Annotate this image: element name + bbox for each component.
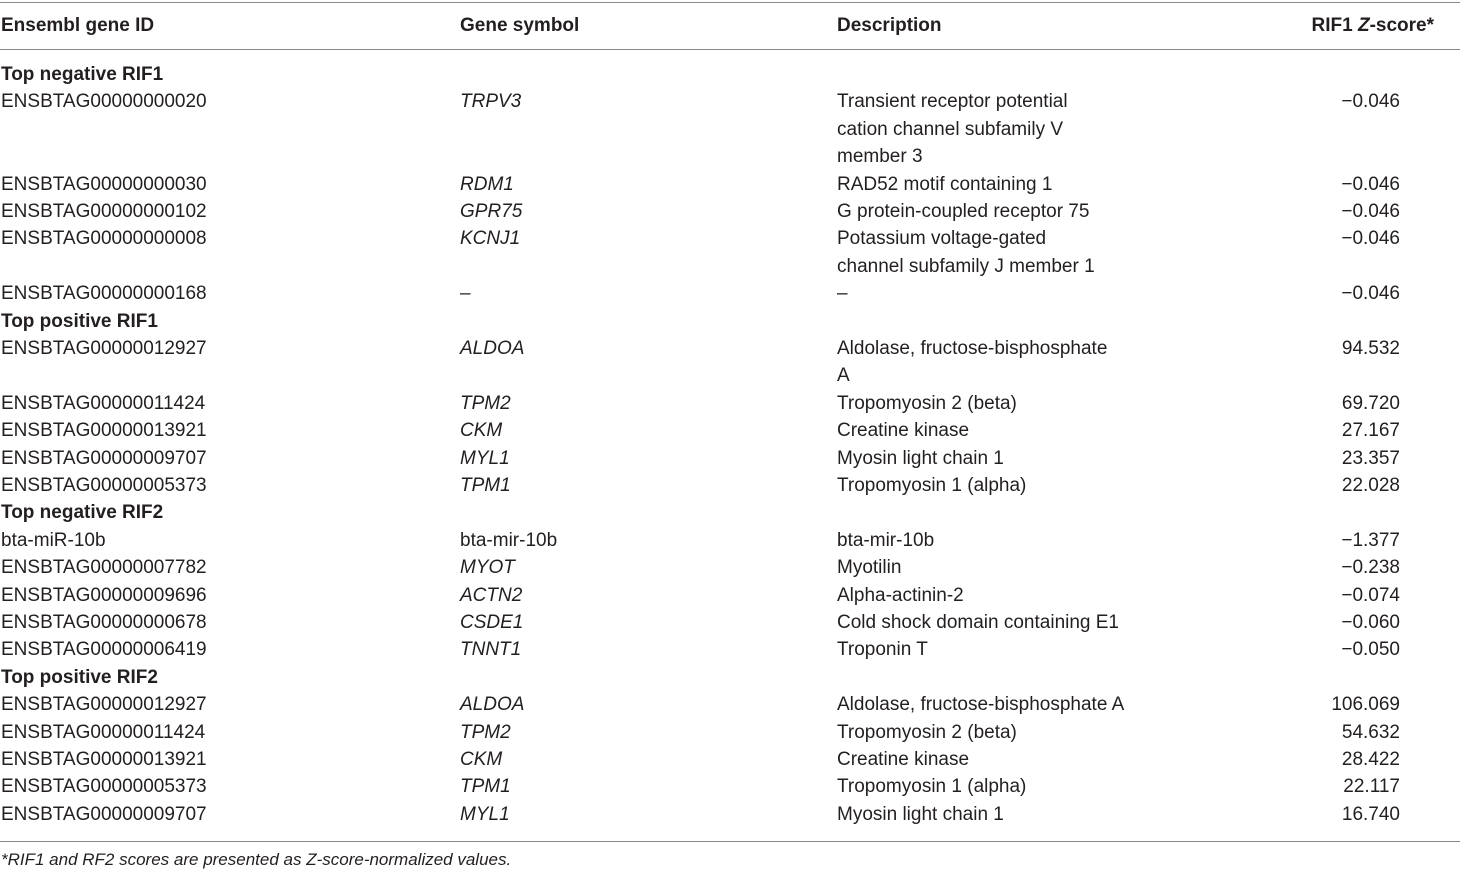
section-title: Top negative RIF2 bbox=[1, 502, 164, 524]
z-score: −1.377 bbox=[1341, 529, 1400, 551]
ensembl-gene-id: ENSBTAG00000009707 bbox=[1, 803, 207, 825]
gene-symbol: ALDOA bbox=[460, 694, 525, 716]
z-score: −0.046 bbox=[1341, 228, 1400, 250]
ensembl-gene-id: ENSBTAG00000000168 bbox=[1, 283, 207, 305]
table-bottom-rule bbox=[0, 841, 1460, 842]
description-line: Aldolase, fructose-bisphosphate A bbox=[837, 694, 1125, 716]
z-score: 22.117 bbox=[1343, 776, 1400, 798]
header-ensembl-gene-id: Ensembl gene ID bbox=[1, 15, 155, 36]
gene-symbol: TPM2 bbox=[460, 392, 511, 414]
z-score: 106.069 bbox=[1331, 694, 1400, 716]
gene-symbol: – bbox=[460, 283, 471, 305]
description-line: Potassium voltage-gated bbox=[837, 228, 1047, 250]
description-line: Troponin T bbox=[837, 639, 928, 661]
gene-symbol: RDM1 bbox=[460, 173, 514, 195]
z-score: −0.046 bbox=[1341, 91, 1400, 113]
gene-symbol: TPM2 bbox=[460, 721, 511, 743]
ensembl-gene-id: ENSBTAG00000005373 bbox=[1, 475, 207, 496]
header-rif1-z-score bbox=[1250, 12, 1434, 39]
z-score: 28.422 bbox=[1341, 749, 1400, 770]
description-line: Aldolase, fructose-bisphosphate bbox=[837, 338, 1108, 359]
description-line: Myotilin bbox=[837, 557, 902, 579]
ensembl-gene-id: ENSBTAG00000000020 bbox=[1, 91, 207, 113]
description-line: RAD52 motif containing 1 bbox=[837, 173, 1053, 195]
gene-symbol: ACTN2 bbox=[460, 584, 523, 606]
description-line: Tropomyosin 2 (beta) bbox=[837, 721, 1017, 743]
gene-symbol: CKM bbox=[460, 749, 503, 770]
gene-symbol: MYL1 bbox=[460, 447, 510, 469]
gene-symbol: MYL1 bbox=[460, 803, 510, 825]
description-line: member 3 bbox=[837, 146, 923, 168]
description-line: Alpha-actinin-2 bbox=[837, 584, 964, 606]
description-line: cation channel subfamily V bbox=[837, 118, 1064, 140]
gene-symbol: CKM bbox=[460, 420, 503, 442]
z-score: 27.167 bbox=[1341, 420, 1400, 442]
z-score: −0.074 bbox=[1341, 584, 1400, 606]
z-score: −0.046 bbox=[1341, 201, 1400, 222]
header-score-z: Z bbox=[1357, 15, 1370, 36]
ensembl-gene-id: ENSBTAG00000012927 bbox=[1, 694, 207, 716]
description-line: A bbox=[837, 365, 850, 387]
ensembl-gene-id: bta-miR-10b bbox=[1, 529, 106, 551]
z-score: 94.532 bbox=[1341, 338, 1400, 359]
description-line: Transient receptor potential bbox=[837, 91, 1068, 113]
z-score: −0.046 bbox=[1341, 283, 1400, 305]
z-score: −0.046 bbox=[1341, 173, 1400, 195]
description-line: Creatine kinase bbox=[837, 420, 970, 442]
gene-symbol: ALDOA bbox=[460, 338, 525, 359]
gene-symbol: KCNJ1 bbox=[460, 228, 521, 250]
ensembl-gene-id: ENSBTAG00000012927 bbox=[1, 338, 207, 359]
z-score: 16.740 bbox=[1341, 803, 1400, 825]
header-gene-symbol: Gene symbol bbox=[460, 15, 580, 36]
z-score: −0.050 bbox=[1341, 639, 1400, 661]
description-line: Cold shock domain containing E1 bbox=[837, 612, 1120, 633]
z-score: −0.060 bbox=[1341, 612, 1400, 633]
ensembl-gene-id: ENSBTAG00000000102 bbox=[1, 201, 207, 222]
ensembl-gene-id: ENSBTAG00000011424 bbox=[1, 721, 206, 743]
description-line: Tropomyosin 1 (alpha) bbox=[837, 776, 1027, 798]
gene-symbol: CSDE1 bbox=[460, 612, 524, 633]
z-score: 23.357 bbox=[1341, 447, 1400, 469]
ensembl-gene-id: ENSBTAG00000007782 bbox=[1, 557, 207, 579]
description-line: Myosin light chain 1 bbox=[837, 447, 1004, 469]
table-header-rule bbox=[0, 49, 1460, 50]
ensembl-gene-id: ENSBTAG00000009707 bbox=[1, 447, 207, 469]
ensembl-gene-id: ENSBTAG00000011424 bbox=[1, 392, 206, 414]
header-score-prefix: RIF1 bbox=[1311, 15, 1358, 36]
gene-symbol: TPM1 bbox=[460, 776, 511, 798]
ensembl-gene-id: ENSBTAG00000000008 bbox=[1, 228, 207, 250]
gene-symbol: TRPV3 bbox=[460, 91, 522, 113]
header-score-suffix: -score* bbox=[1369, 15, 1434, 36]
description-line: Myosin light chain 1 bbox=[837, 803, 1004, 825]
header-description: Description bbox=[837, 15, 942, 36]
ensembl-gene-id: ENSBTAG00000000030 bbox=[1, 173, 207, 195]
table-footnote: *RIF1 and RF2 scores are presented as Z-score-normalized values. bbox=[1, 850, 512, 869]
gene-symbol: MYOT bbox=[460, 557, 515, 579]
description-line: Tropomyosin 2 (beta) bbox=[837, 392, 1017, 414]
table-top-rule bbox=[0, 2, 1460, 3]
gene-symbol: GPR75 bbox=[460, 201, 523, 222]
description-line: channel subfamily J member 1 bbox=[837, 255, 1095, 277]
ensembl-gene-id: ENSBTAG00000000678 bbox=[1, 612, 207, 633]
section-title: Top positive RIF2 bbox=[1, 666, 158, 688]
ensembl-gene-id: ENSBTAG00000005373 bbox=[1, 776, 207, 798]
z-score: 22.028 bbox=[1341, 475, 1400, 496]
gene-symbol: TPM1 bbox=[460, 475, 511, 496]
ensembl-gene-id: ENSBTAG00000013921 bbox=[1, 420, 207, 442]
z-score: 54.632 bbox=[1341, 721, 1400, 743]
z-score: 69.720 bbox=[1341, 392, 1400, 414]
description-line: Creatine kinase bbox=[837, 749, 970, 770]
gene-symbol: TNNT1 bbox=[460, 639, 522, 661]
description-line: Tropomyosin 1 (alpha) bbox=[837, 475, 1027, 496]
ensembl-gene-id: ENSBTAG00000009696 bbox=[1, 584, 207, 606]
gene-symbol: bta-mir-10b bbox=[460, 529, 558, 551]
ensembl-gene-id: ENSBTAG00000006419 bbox=[1, 639, 207, 661]
section-title: Top positive RIF1 bbox=[1, 310, 158, 332]
z-score: −0.238 bbox=[1341, 557, 1400, 579]
description-line: G protein-coupled receptor 75 bbox=[837, 201, 1090, 222]
description-line: bta-mir-10b bbox=[837, 529, 935, 551]
ensembl-gene-id: ENSBTAG00000013921 bbox=[1, 749, 207, 770]
description-line: – bbox=[837, 283, 848, 305]
section-title: Top negative RIF1 bbox=[1, 64, 164, 85]
